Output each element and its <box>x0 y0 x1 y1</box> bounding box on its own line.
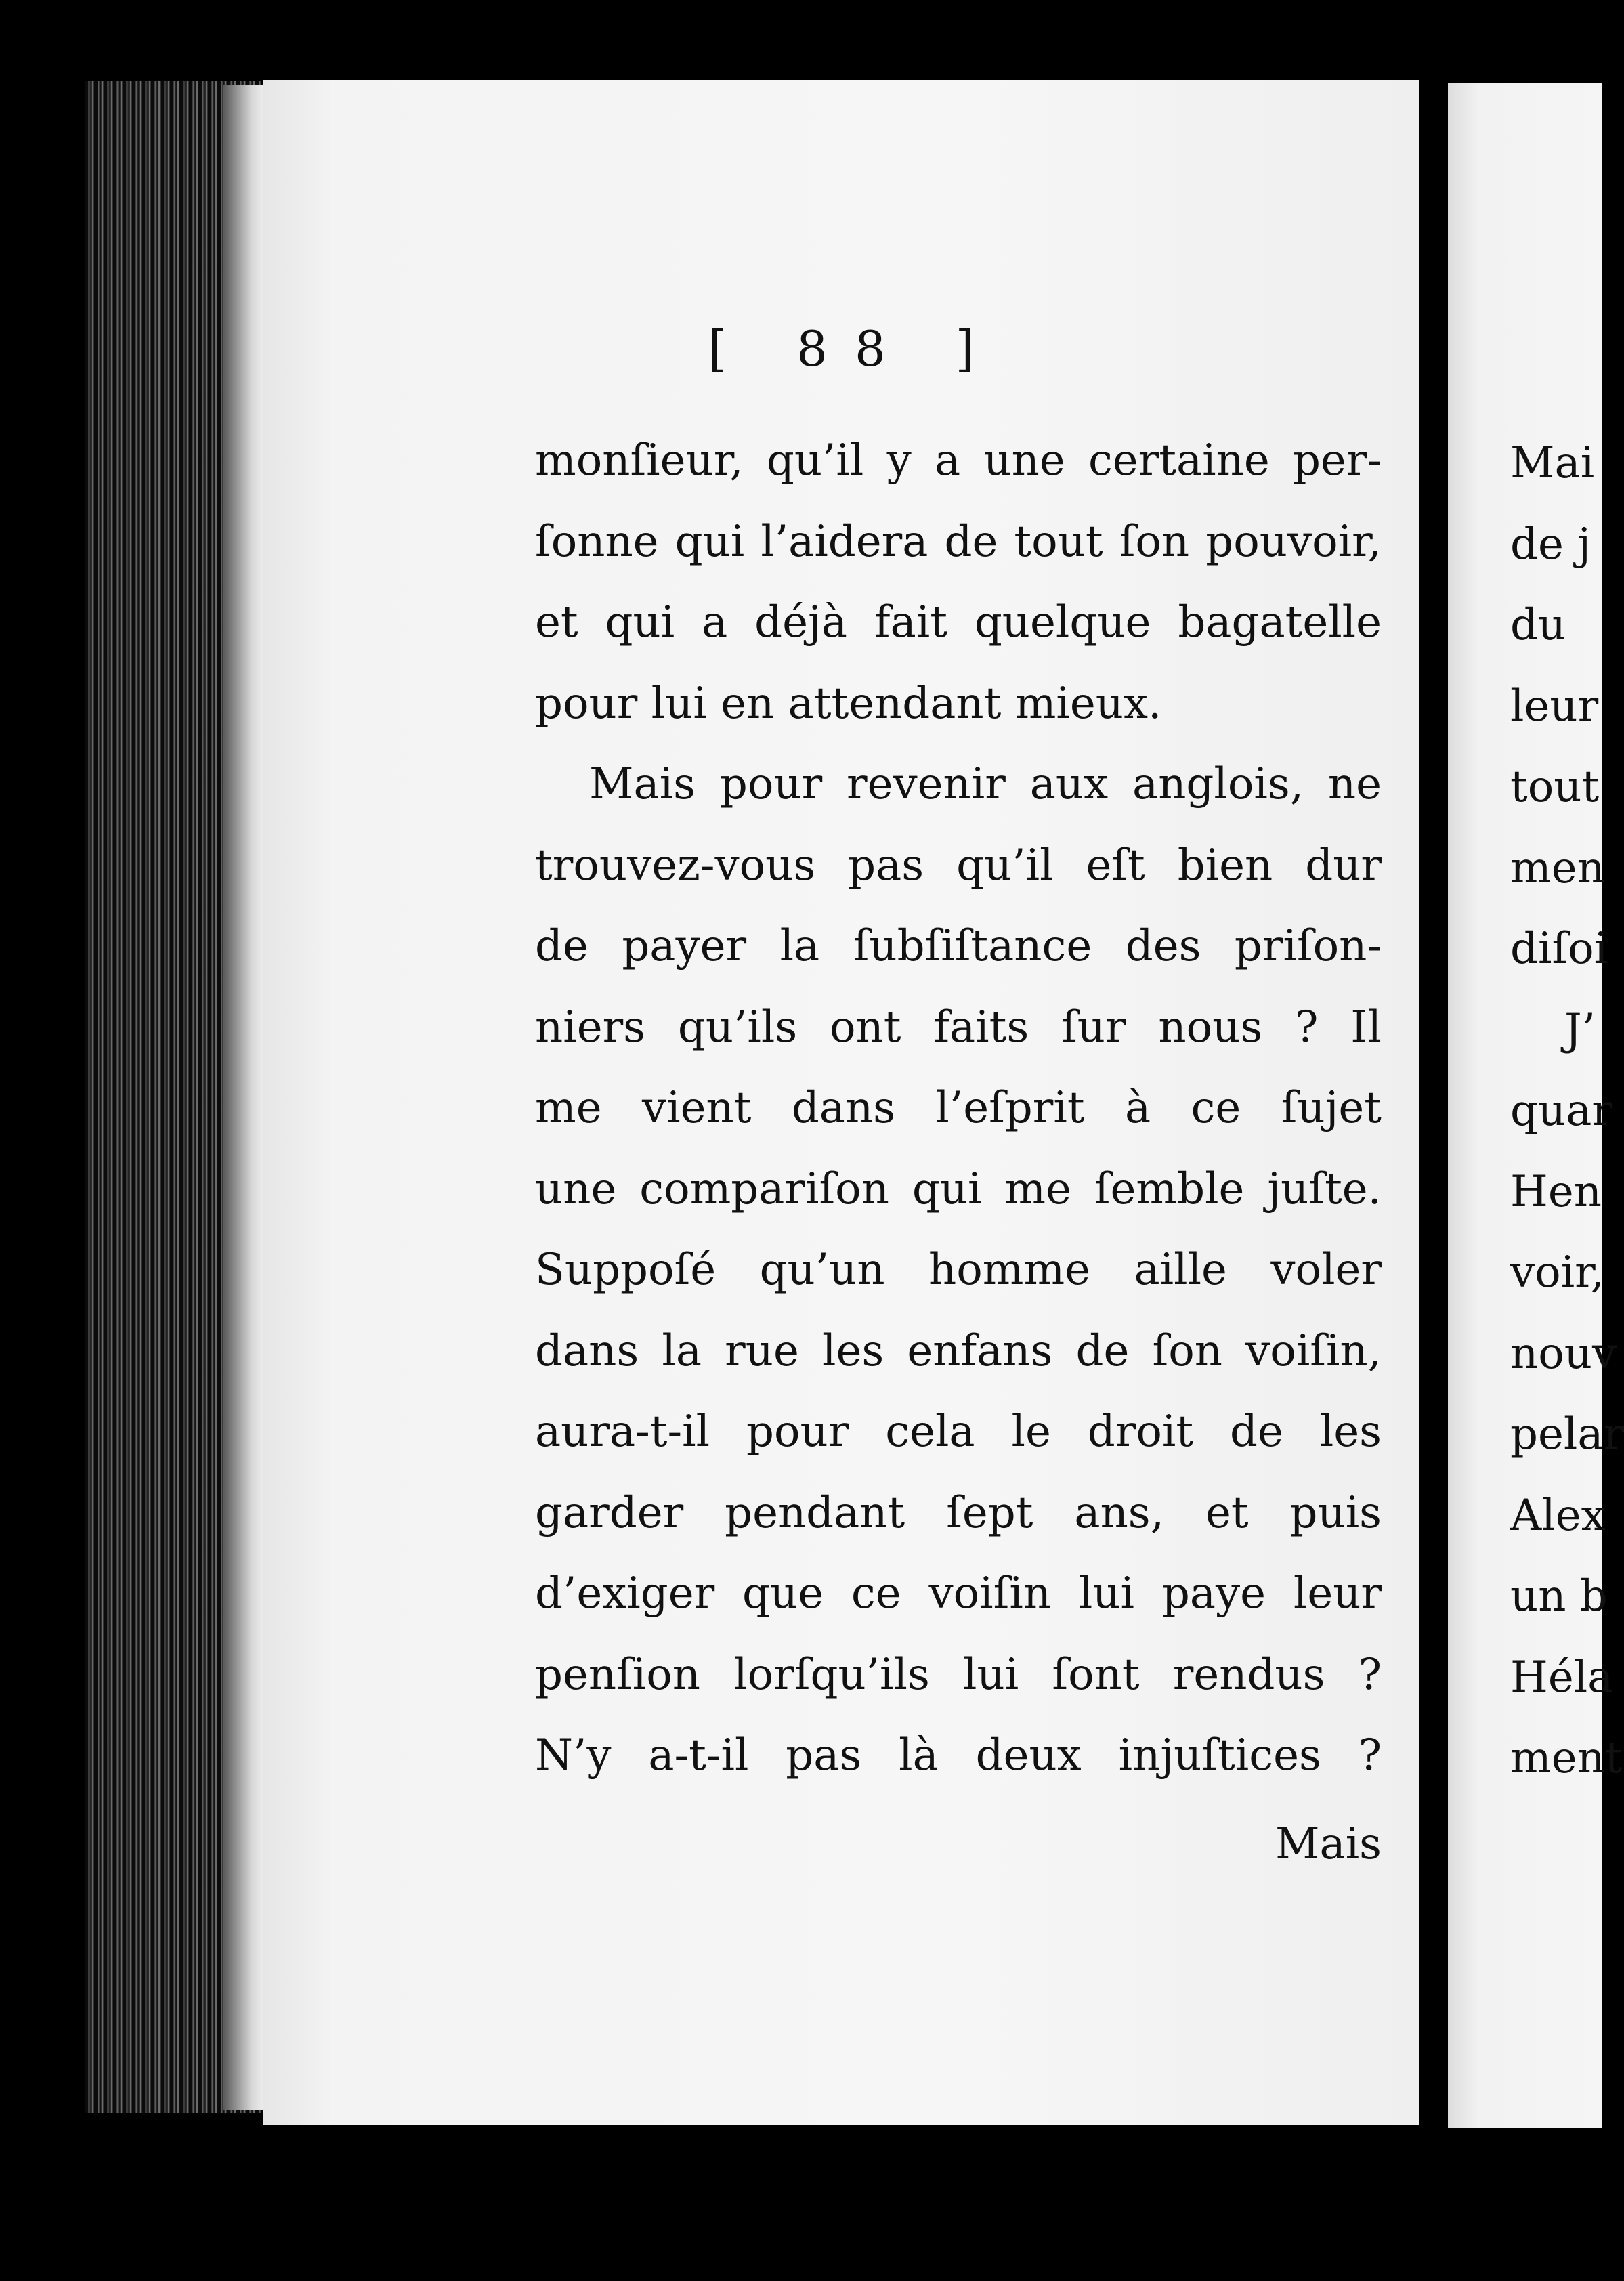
text-line: de payer la ſubſiſtance des priſon- <box>535 921 1382 971</box>
text-line: trouvez-vous pas qu’il eſt bien dur <box>535 840 1382 891</box>
text-line: pour lui en attendant mieux. <box>535 678 1162 729</box>
text-line-fragment: leur <box>1510 681 1599 731</box>
catchword: Mais <box>1275 1819 1382 1869</box>
text-line-fragment: tout <box>1510 762 1600 812</box>
text-line-fragment: Alex <box>1510 1490 1606 1541</box>
left-page-body <box>535 421 1382 1797</box>
text-line: niers qu’ils ont faits ſur nous ? Il <box>535 1002 1382 1052</box>
text-line: penſion lorſqu’ils lui ſont rendus ? <box>535 1649 1382 1700</box>
text-line: Mais pour revenir aux anglois, ne <box>589 759 1382 809</box>
right-page-cropped <box>1448 83 1624 2128</box>
text-line: monſieur, qu’il y a une certaine per- <box>535 435 1382 486</box>
text-line: aura-t-il pour cela le droit de les <box>535 1407 1382 1457</box>
page-gutter <box>1419 74 1448 2140</box>
text-line-fragment: du <box>1510 600 1566 650</box>
text-line: une compariſon qui me ſemble juſte. <box>535 1164 1382 1214</box>
text-line: garder pendant ſept ans, et puis <box>535 1487 1382 1538</box>
text-line: dans la rue les enfans de ſon voiſin, <box>535 1325 1382 1376</box>
text-line: Suppoſé qu’un homme aille voler <box>535 1245 1382 1295</box>
text-line-fragment: Mai <box>1510 438 1595 488</box>
text-line-fragment: nouv <box>1510 1328 1617 1379</box>
text-line-fragment: ment <box>1510 1733 1623 1783</box>
text-line-fragment: Hen <box>1510 1166 1602 1217</box>
text-line: et qui a déjà fait quelque bagatelle <box>535 597 1382 647</box>
text-line-fragment: Héla <box>1510 1652 1614 1703</box>
page-number-header: [ 88 ] <box>708 320 1002 377</box>
text-line: me vient dans l’eſprit à ce ſujet <box>535 1083 1382 1133</box>
text-line-fragment: de j <box>1510 519 1591 570</box>
text-line-fragment: men <box>1510 843 1605 893</box>
text-line-fragment: J’ <box>1564 1004 1596 1055</box>
text-line-fragment: un b <box>1510 1571 1608 1621</box>
text-line: ſonne qui l’aidera de tout ſon pouvoir, <box>535 516 1382 567</box>
text-line: N’y a-t-il pas là deux injuſtices ? <box>535 1730 1382 1781</box>
page-edge-highlight <box>223 85 264 2110</box>
text-line-fragment: quar <box>1510 1086 1612 1136</box>
text-line: d’exiger que ce voiſin lui paye leur <box>535 1569 1382 1619</box>
left-page <box>263 80 1419 2125</box>
text-line-fragment: pelar <box>1510 1409 1624 1459</box>
right-page-body <box>1510 423 1624 1799</box>
text-line-fragment: diſoi <box>1510 924 1608 974</box>
text-line-fragment: voir, <box>1510 1248 1605 1298</box>
